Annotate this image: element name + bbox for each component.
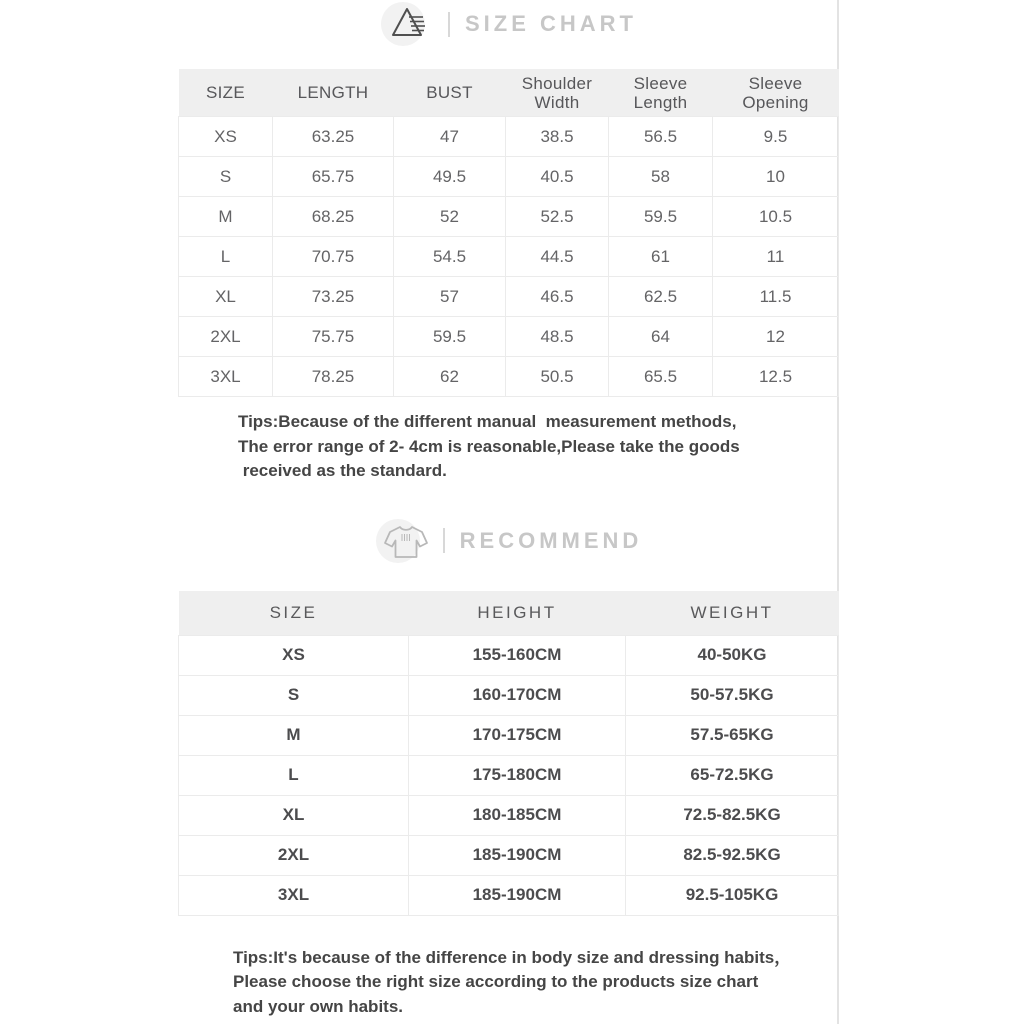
col-header-weight: WEIGHT [626,591,839,636]
recommend-table [178,591,839,916]
size-label: XS [179,635,409,675]
header-row [179,591,839,636]
table-cell: 56.5 [609,117,713,157]
size-label: M [179,197,273,237]
col-header-sleeve-opening [713,69,839,117]
table-cell: 50.5 [506,357,609,397]
tips-line: Please choose the right size according to the products size chart [233,972,759,991]
table-row [179,675,839,715]
table-cell: 57 [394,277,506,317]
table-cell: 12.5 [713,357,839,397]
recommend-tips [233,946,838,1020]
table-row [179,237,839,277]
table-cell: 57.5-65KG [626,715,839,755]
col-header-size: SIZE [179,591,409,636]
table-cell: 52.5 [506,197,609,237]
table-cell: 62.5 [609,277,713,317]
table-row [179,835,839,875]
col-header-length [273,69,394,117]
tips-line: The error range of 2- 4cm is reasonable,Please take the goods [238,436,740,456]
size-label: 3XL [179,875,409,915]
header-divider [443,528,445,553]
header-label: LENGTH [297,83,369,102]
col-header-height: HEIGHT [409,591,626,636]
table-cell: 50-57.5KG [626,675,839,715]
table-cell: 155-160CM [409,635,626,675]
col-header-size [179,69,273,117]
table-row [179,357,839,397]
table-row [179,795,839,835]
size-label: XL [179,795,409,835]
table-cell: 40.5 [506,157,609,197]
content-column [178,0,838,1019]
tips-line: Tips:It's because of the difference in body size and dressing habits， [233,947,792,967]
size-chart-title: SIZE CHART [465,11,637,36]
table-cell: 82.5-92.5KG [626,835,839,875]
table-cell: 65.5 [609,357,713,397]
size-label: XL [179,277,273,317]
table-cell: 54.5 [394,237,506,277]
table-row [179,197,839,237]
table-cell: 175-180CM [409,755,626,795]
table-cell: 61 [609,237,713,277]
table-cell: 75.75 [273,317,394,357]
table-cell: 10.5 [713,197,839,237]
table-cell: 63.25 [273,117,394,157]
header-row [179,69,839,117]
table-row [179,875,839,915]
header-label: SIZE [206,83,245,102]
table-cell: 11.5 [713,277,839,317]
table-cell: 52 [394,197,506,237]
table-cell: 78.25 [273,357,394,397]
size-chart-tips [238,410,838,484]
header-label: Width [534,92,580,112]
size-chart-table [178,69,839,397]
table-cell: 73.25 [273,277,394,317]
header-label: Length [633,92,688,112]
table-cell: 65.75 [273,157,394,197]
table-cell: 47 [394,117,506,157]
table-row [179,277,839,317]
table-cell: 62 [394,357,506,397]
tshirt-icon [374,518,428,564]
table-cell: 46.5 [506,277,609,317]
tips-line: received as the standard. [238,461,447,480]
size-label: XS [179,117,273,157]
recommend-title: RECOMMEND [459,527,643,553]
triangle-ruler-icon [379,1,433,47]
size-chart-header [178,1,838,47]
table-cell: 59.5 [394,317,506,357]
table-cell: 68.25 [273,197,394,237]
size-label: 2XL [179,835,409,875]
size-label: L [179,237,273,277]
tips-line: Tips:Because of the different manual measurement methods, [238,412,737,431]
table-cell: 59.5 [609,197,713,237]
header-label: Shoulder [521,73,593,93]
table-cell: 185-190CM [409,835,626,875]
col-header-bust [394,69,506,117]
header-divider [448,12,450,37]
table-cell: 160-170CM [409,675,626,715]
table-row [179,317,839,357]
table-cell: 58 [609,157,713,197]
header-label: Sleeve [748,73,803,93]
col-header-shoulder-width [506,69,609,117]
table-row [179,715,839,755]
table-cell: 48.5 [506,317,609,357]
table-cell: 11 [713,237,839,277]
size-label: 3XL [179,357,273,397]
table-cell: 40-50KG [626,635,839,675]
table-row [179,755,839,795]
header-label: Opening [742,92,809,112]
table-cell: 10 [713,157,839,197]
table-cell: 70.75 [273,237,394,277]
size-label: 2XL [179,317,273,357]
header-label: BUST [426,83,473,102]
table-cell: 44.5 [506,237,609,277]
table-cell: 170-175CM [409,715,626,755]
table-cell: 49.5 [394,157,506,197]
size-label: M [179,715,409,755]
table-cell: 72.5-82.5KG [626,795,839,835]
table-cell: 64 [609,317,713,357]
table-cell: 9.5 [713,117,839,157]
size-label: S [179,675,409,715]
size-label: S [179,157,273,197]
header-label: Sleeve [633,73,688,93]
table-row [179,157,839,197]
table-row [179,117,839,157]
col-header-sleeve-length [609,69,713,117]
table-cell: 180-185CM [409,795,626,835]
table-cell: 12 [713,317,839,357]
size-label: L [179,755,409,795]
tips-line: and your own habits. [233,996,404,1016]
table-row [179,635,839,675]
table-cell: 92.5-105KG [626,875,839,915]
table-cell: 38.5 [506,117,609,157]
table-cell: 185-190CM [409,875,626,915]
recommend-header [178,518,838,564]
table-cell: 65-72.5KG [626,755,839,795]
